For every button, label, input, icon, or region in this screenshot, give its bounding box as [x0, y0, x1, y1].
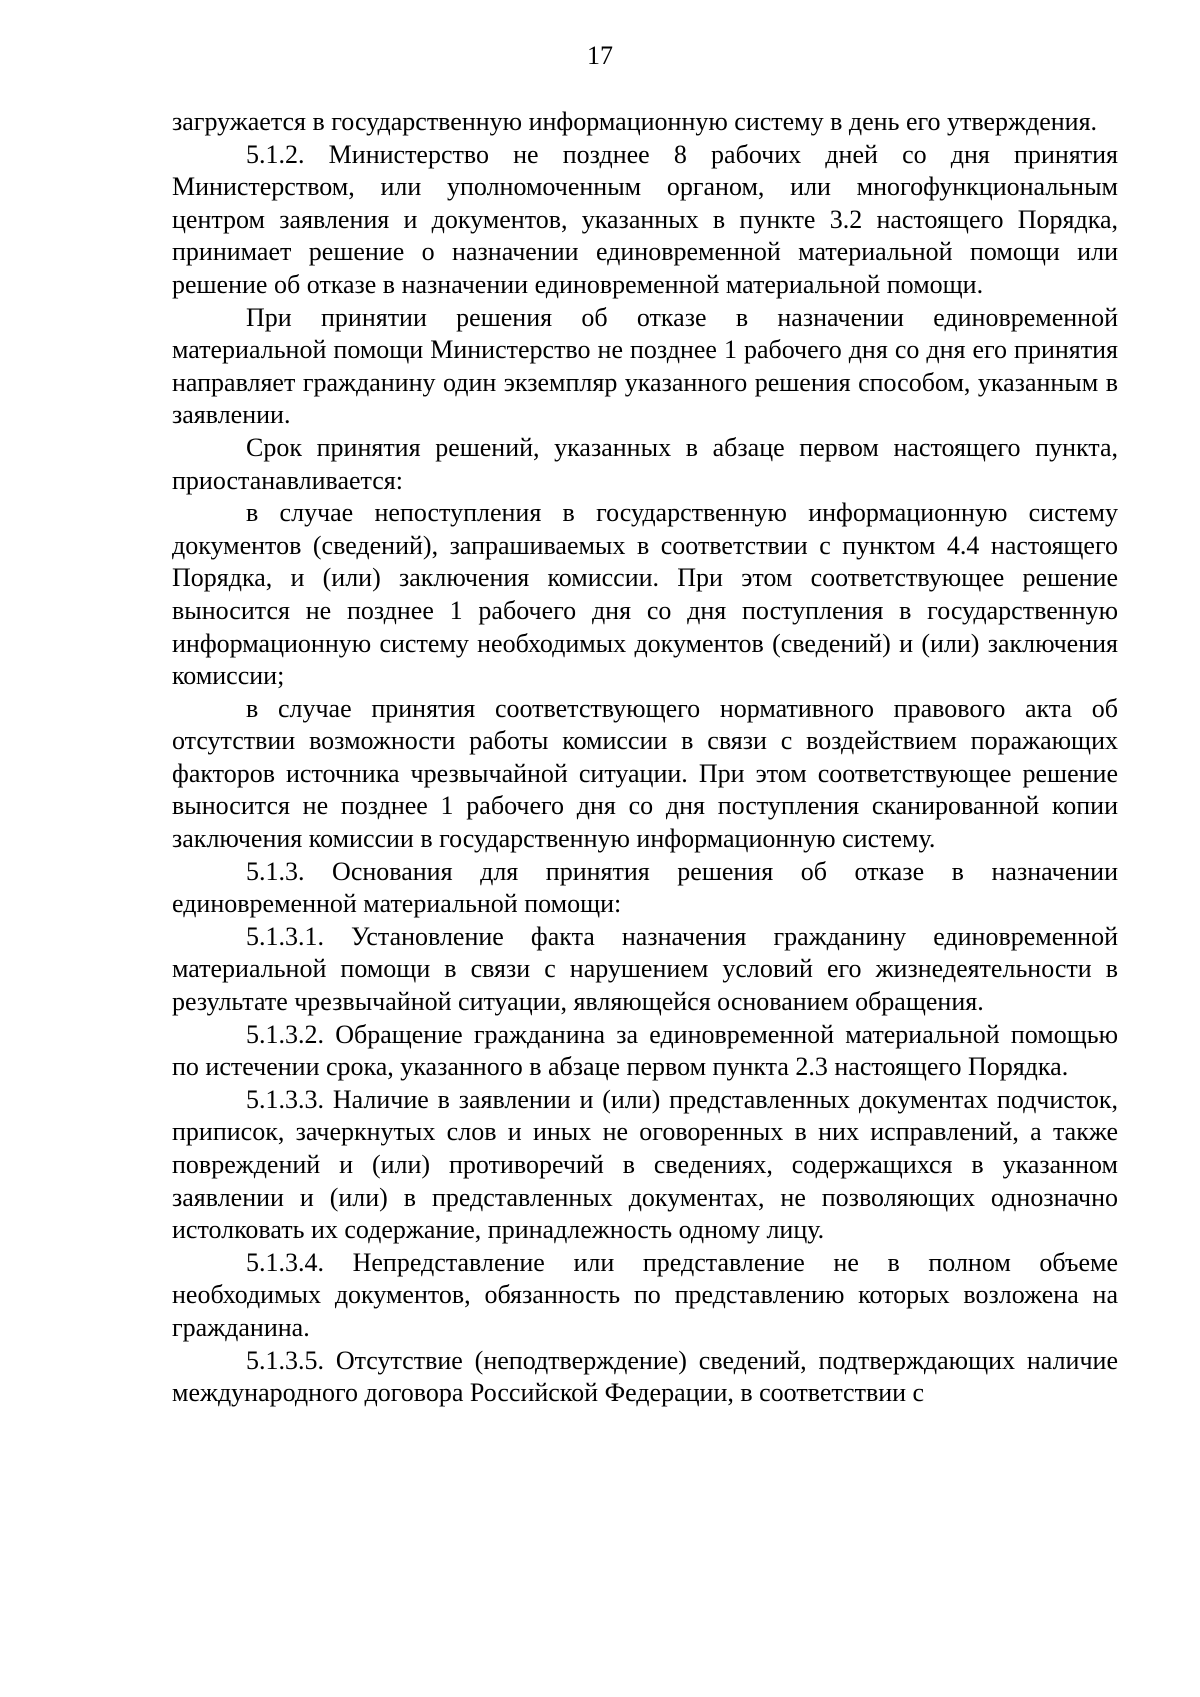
paragraph-5-1-3: 5.1.3. Основания для принятия решения об отказе в назначении единовременной материальной помощи: [172, 856, 1118, 919]
paragraph-suspension-case-1: в случае непоступления в государственную информационную систему документов (сведений), запрашиваемых в соответствии с пунктом 4.4 настоящего Порядка, и (или) заключения комиссии. При этом соответствующее решение выносится не позднее 1 рабочего дня со дня поступления в государственную информационную систему необходимых документов (сведений) и (или) заключения комиссии; [172, 498, 1118, 691]
paragraph-5-1-2: 5.1.2. Министерство не позднее 8 рабочих дней со дня принятия Министерством, или уполномоченным органом, или многофункциональным центром заявления и документов, указанных в пункте 3.2 настоящего Порядка, принимает решение о назначении единовременной материальной помощи или решение об отказе в назначении единовременной материальной помощи. [172, 139, 1118, 299]
document-body [172, 106, 1118, 1410]
page-number: 17 [587, 41, 613, 70]
paragraph-continuation: загружается в государственную информационную систему в день его утверждения. [172, 107, 1098, 136]
paragraph-5-1-3-2: 5.1.3.2. Обращение гражданина за единовременной материальной помощью по истечении срока, указанного в абзаце первом пункта 2.3 настоящего Порядка. [172, 1019, 1118, 1082]
paragraph-5-1-3-3: 5.1.3.3. Наличие в заявлении и (или) представленных документах подчисток, приписок, зачеркнутых слов и иных не оговоренных в них исправлений, а также повреждений и (или) противоречий в сведениях, содержащихся в указанном заявлении и (или) в представленных документах, не позволяющих однозначно истолковать их содержание, принадлежность одному лицу. [172, 1084, 1118, 1245]
paragraph-refusal-notice: При принятии решения об отказе в назначении единовременной материальной помощи Министерство не позднее 1 рабочего дня со дня его принятия направляет гражданину один экземпляр указанного решения способом, указанным в заявлении. [172, 302, 1118, 430]
paragraph-suspension-case-2: в случае принятия соответствующего нормативного правового акта об отсутствии возможности работы комиссии в связи с воздействием поражающих факторов источника чрезвычайной ситуации. При этом соответствующее решение выносится не позднее 1 рабочего дня со дня поступления сканированной копии заключения комиссии в государственную информационную систему. [172, 693, 1118, 854]
paragraph-5-1-3-1: 5.1.3.1. Установление факта назначения гражданину единовременной материальной помощи в связи с нарушением условий его жизнедеятельности в результате чрезвычайной ситуации, являющейся основанием обращения. [172, 921, 1118, 1017]
paragraph-5-1-3-4: 5.1.3.4. Непредставление или представление не в полном объеме необходимых документов, обязанность по представлению которых возложена на гражданина. [172, 1247, 1118, 1342]
paragraph-5-1-3-5: 5.1.3.5. Отсутствие (неподтверждение) сведений, подтверждающих наличие международного договора Российской Федерации, в соответствии с [172, 1345, 1118, 1408]
paragraph-deadline-suspension: Срок принятия решений, указанных в абзаце первом настоящего пункта, приостанавливается: [172, 432, 1118, 495]
